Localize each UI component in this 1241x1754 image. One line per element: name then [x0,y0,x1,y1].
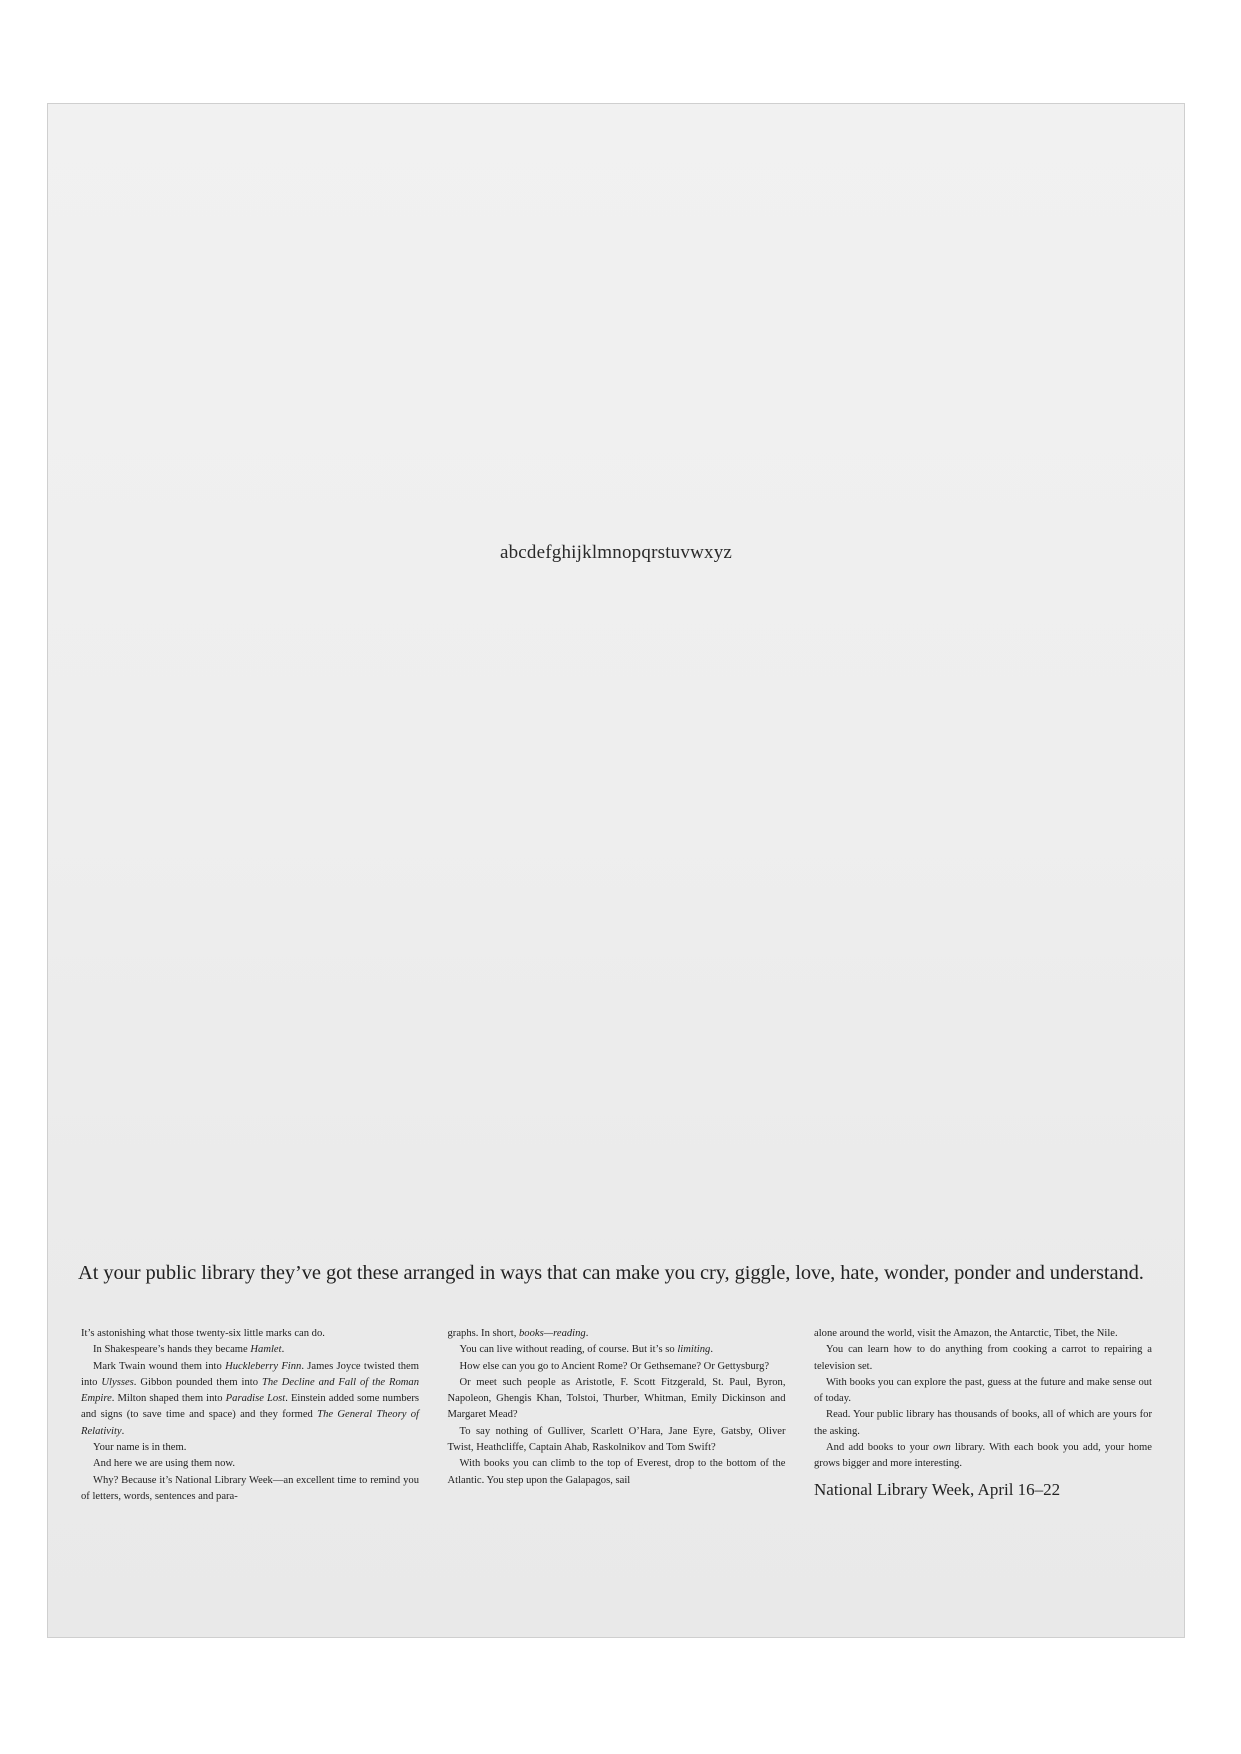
paragraph: You can learn how to do anything from cooking a carrot to repairing a television set. [814,1344,1152,1372]
body-column-1 [81,1326,419,1505]
paragraph: graphs. In short, books—reading. [447,1328,589,1339]
headline: At your public library they’ve got these arranged in ways that can make you cry, giggle, love, hate, wonder, ponder and understand. [78,1262,1144,1284]
paragraph: With books you can explore the past, guess at the future and make sense out of today. [814,1376,1152,1405]
body-column-2 [448,1326,786,1505]
body-column-3 [814,1326,1152,1505]
paragraph: alone around the world, visit the Amazon, the Antarctic, Tibet, the Nile. [814,1328,1118,1339]
alphabet-line: abcdefghijklmnopqrstuvwxyz [499,542,733,563]
paragraph: To say nothing of Gulliver, Scarlett O’Hara, Jane Eyre, Gatsby, Oliver Twist, Heathcliffe, Captain Ahab, Raskolnikov and Tom Swift? [447,1425,786,1454]
paragraph: And add books to your own library. With each book you add, your home grows bigger and more interesting. [814,1442,1152,1470]
ad-page [47,103,1185,1638]
paragraph: With books you can climb to the top of Everest, drop to the bottom of the Atlantic. You step upon the Galapagos, sail [447,1458,786,1486]
signoff: National Library Week, April 16–22 [814,1479,1061,1499]
body-copy [81,1326,1152,1505]
paragraph: How else can you go to Ancient Rome? Or Gethsemane? Or Gettysburg? [459,1360,770,1372]
paragraph: And here we are using them now. [93,1458,235,1470]
paragraph: Or meet such people as Aristotle, F. Scott Fitzgerald, St. Paul, Byron, Napoleon, Ghengis Khan, Tolstoi, Thurber, Whitman, Emily Dickinson and Margaret Mead? [447,1376,786,1421]
paragraph: Mark Twain wound them into Huckleberry Finn. James Joyce twisted them into Ulysses. Gibbon pounded them into The Decline and Fall of the Roman Empire. Milton shaped them into Paradise Lost. Einstein added some numbers and signs (to save time and space) and they formed The General Theory of Relativity. [81,1360,420,1437]
paragraph: It’s astonishing what those twenty-six little marks can do. [81,1328,325,1339]
paragraph: Your name is in them. [93,1442,187,1454]
paragraph: You can live without reading, of course. But it’s so limiting. [459,1344,713,1356]
paragraph: Why? Because it’s National Library Week—an excellent time to remind you of letters, words, sentences and para- [81,1474,419,1502]
paragraph: Read. Your public library has thousands of books, all of which are yours for the asking. [814,1409,1152,1437]
paragraph: In Shakespeare’s hands they became Hamlet. [93,1344,285,1356]
